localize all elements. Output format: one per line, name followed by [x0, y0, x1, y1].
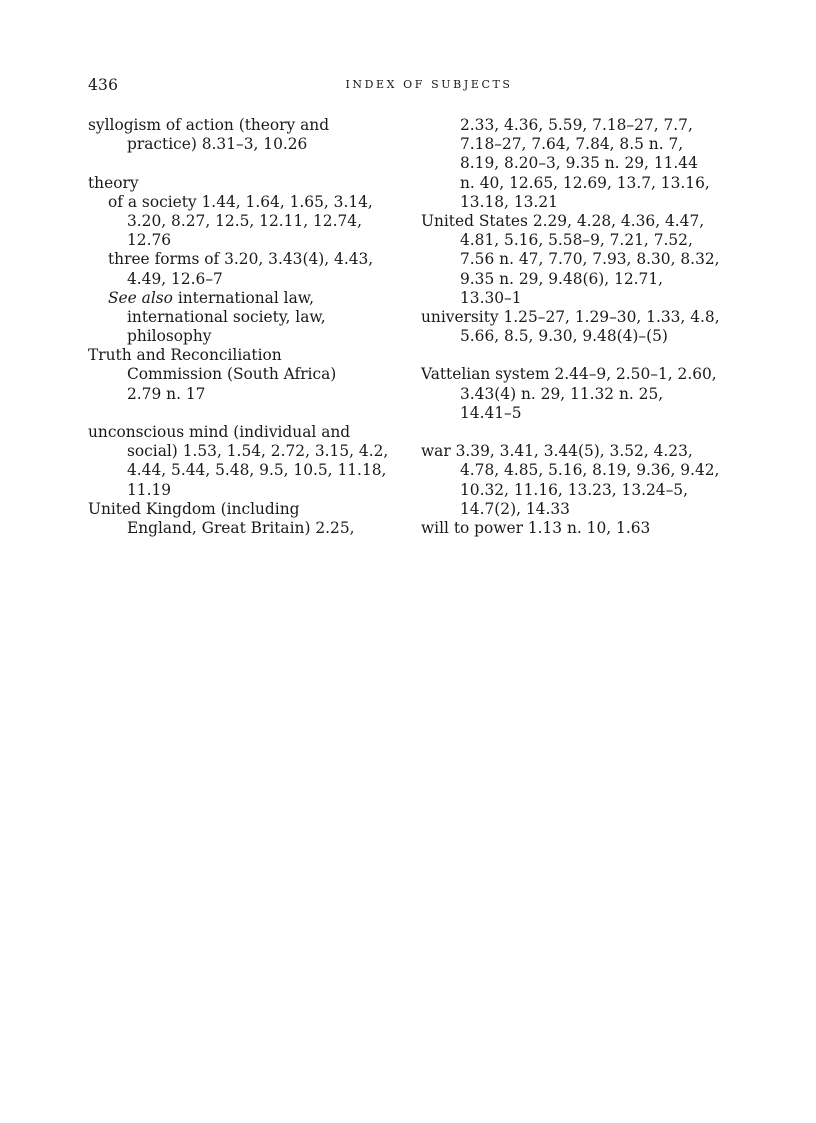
index-entry-text: theory: [88, 173, 139, 192]
index-entry-heading: [421, 212, 741, 231]
index-entry-heading: [88, 500, 408, 519]
index-entry-text: 11.19: [127, 480, 172, 499]
index-entry-text: unconscious mind (individual and: [88, 423, 351, 441]
index-entry-text: England, Great Britain) 2.25,: [127, 518, 355, 537]
index-entry-text: will to power 1.13 n. 10, 1.63: [421, 518, 651, 537]
index-entry-text: Commission (South Africa): [127, 365, 337, 384]
index-entry-continuation: [88, 365, 408, 384]
index-entry-text: social) 1.53, 1.54, 2.72, 3.15, 4.2,: [127, 442, 389, 461]
index-entry-continuation: [421, 116, 741, 135]
index-entry-text: Truth and Reconciliation: [88, 346, 282, 365]
index-subentry: [88, 193, 408, 212]
index-entry-text: 7.18–27, 7.64, 7.84, 8.5 n. 7,: [460, 135, 684, 154]
index-entry-continuation: [88, 385, 408, 404]
index-entry-text: 14.41–5: [460, 403, 522, 422]
index-entry-continuation: [421, 250, 741, 269]
index-entry-text: 13.18, 13.21: [460, 192, 558, 211]
index-entry-continuation: [88, 212, 408, 231]
index-entry-text: Vattelian system 2.44–9, 2.50–1, 2.60,: [421, 365, 717, 384]
index-entry-text: 7.56 n. 47, 7.70, 7.93, 8.30, 8.32,: [460, 250, 720, 269]
index-entry-text: war 3.39, 3.41, 3.44(5), 3.52, 4.23,: [421, 442, 693, 461]
index-entry-heading: [88, 174, 408, 193]
index-entry-text: 4.78, 4.85, 5.16, 8.19, 9.36, 9.42,: [460, 461, 720, 480]
index-entry-text: practice) 8.31–3, 10.26: [127, 135, 308, 154]
entry-spacer: [88, 154, 408, 173]
index-entry-continuation: [88, 519, 408, 538]
index-entry-heading: [421, 442, 741, 461]
index-entry-text: 2.33, 4.36, 5.59, 7.18–27, 7.7,: [460, 116, 693, 134]
index-entry-text: philosophy: [127, 327, 212, 346]
index-entry-text: 3.20, 8.27, 12.5, 12.11, 12.74,: [127, 211, 362, 230]
index-column-left: [88, 116, 408, 538]
index-entry-text: 4.44, 5.44, 5.48, 9.5, 10.5, 11.18,: [127, 461, 387, 480]
index-entry-text: 13.30–1: [460, 288, 522, 307]
index-entry-continuation: [421, 481, 741, 500]
index-entry-continuation: [421, 231, 741, 250]
index-entry-continuation: [421, 135, 741, 154]
index-entry-continuation: [88, 135, 408, 154]
index-entry-heading: [421, 365, 741, 384]
index-entry-continuation: [421, 461, 741, 480]
index-entry-continuation: [421, 154, 741, 173]
index-entry-heading: [88, 346, 408, 365]
entry-spacer: [88, 404, 408, 423]
index-entry-continuation: [421, 289, 741, 308]
index-entry-continuation: [88, 308, 408, 327]
index-entry-text: of a society 1.44, 1.64, 1.65, 3.14,: [108, 192, 373, 211]
index-entry-continuation: [88, 327, 408, 346]
index-entry-continuation: [421, 500, 741, 519]
index-entry-text: syllogism of action (theory and: [88, 116, 330, 134]
index-entry-continuation: [421, 327, 741, 346]
index-entry-continuation: [88, 461, 408, 480]
index-entry-text: 12.76: [127, 231, 172, 250]
entry-spacer: [421, 346, 741, 365]
index-entry-text: 4.49, 12.6–7: [127, 269, 223, 288]
index-entry-text: 10.32, 11.16, 13.23, 13.24–5,: [460, 480, 688, 499]
index-entry-text: n. 40, 12.65, 12.69, 13.7, 13.16,: [460, 173, 710, 192]
index-entry-continuation: [421, 174, 741, 193]
index-entry-text: 3.43(4) n. 29, 11.32 n. 25,: [460, 384, 664, 403]
page-header: [88, 76, 730, 96]
index-entry-continuation: [421, 193, 741, 212]
index-entry-text: 5.66, 8.5, 9.30, 9.48(4)–(5): [460, 327, 668, 346]
index-entry-heading: [88, 423, 408, 442]
index-entry-continuation: [421, 270, 741, 289]
index-entry-heading: [421, 308, 741, 327]
running-head: INDEX OF SUBJECTS: [345, 78, 513, 91]
index-entry-heading: [421, 519, 741, 538]
page-number: 436: [88, 76, 119, 94]
index-entry-text: three forms of 3.20, 3.43(4), 4.43,: [108, 250, 374, 269]
index-entry-text: 8.19, 8.20–3, 9.35 n. 29, 11.44: [460, 154, 698, 173]
index-entry-heading: [88, 116, 408, 135]
index-entry-text: United Kingdom (including: [88, 499, 300, 518]
index-entry-continuation: [88, 481, 408, 500]
index-entry-continuation: [421, 404, 741, 423]
index-entry-continuation: [88, 270, 408, 289]
index-entry-text: United States 2.29, 4.28, 4.36, 4.47,: [421, 211, 705, 230]
see-also-label: See also: [108, 288, 173, 307]
index-entry-text: 4.81, 5.16, 5.58–9, 7.21, 7.52,: [460, 231, 693, 250]
index-entry-text: international society, law,: [127, 307, 326, 326]
index-entry-text: 14.7(2), 14.33: [460, 499, 570, 518]
index-entry-text: university 1.25–27, 1.29–30, 1.33, 4.8,: [421, 307, 720, 326]
index-column-right: [421, 116, 741, 538]
index-entry-text: 9.35 n. 29, 9.48(6), 12.71,: [460, 269, 664, 288]
index-entry-text: international law,: [172, 288, 314, 307]
index-entry-text: 2.79 n. 17: [127, 384, 206, 403]
index-entry-continuation: [88, 442, 408, 461]
index-subentry: [88, 250, 408, 269]
index-entry-continuation: [421, 385, 741, 404]
index-subentry: [88, 289, 408, 308]
entry-spacer: [421, 423, 741, 442]
index-entry-continuation: [88, 231, 408, 250]
